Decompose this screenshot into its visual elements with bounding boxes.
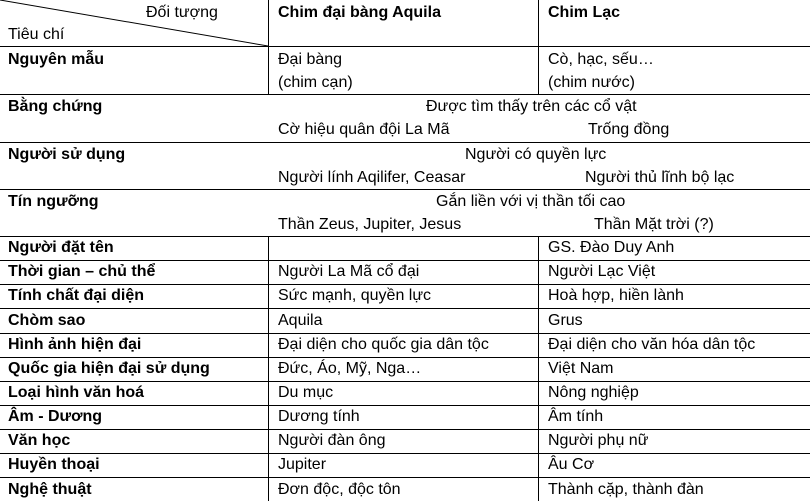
- header-col-chim-lac: Chim Lạc: [548, 4, 621, 21]
- row-divider: [0, 284, 810, 285]
- cell-chim-lac: Trống đồng: [588, 121, 670, 138]
- cell-aquila: Dương tính: [278, 408, 360, 425]
- cell-chim-lac: Nông nghiệp: [548, 384, 639, 401]
- row-divider: [0, 405, 810, 406]
- cell-chim-lac: Cò, hạc, sếu…: [548, 51, 654, 68]
- cell-aquila: Du mục: [278, 384, 334, 401]
- cell-aquila: Đại diện cho quốc gia dân tộc: [278, 336, 489, 353]
- cell-aquila: Cờ hiệu quân đội La Mã: [278, 121, 450, 138]
- row-label: Quốc gia hiện đại sử dụng: [8, 360, 210, 377]
- cell-aquila: Đơn độc, độc tôn: [278, 481, 401, 498]
- cell-chim-lac: GS. Đào Duy Anh: [548, 239, 675, 256]
- cell-shared: Được tìm thấy trên các cổ vật: [426, 98, 637, 115]
- row-label: Văn học: [8, 432, 71, 449]
- row-label: Bằng chứng: [8, 98, 103, 115]
- cell-chim-lac: Hoà hợp, hiền lành: [548, 287, 684, 304]
- header-col-aquila: Chim đại bàng Aquila: [278, 4, 441, 21]
- row-divider: [0, 308, 810, 309]
- col-divider: [538, 0, 539, 94]
- row-label: Tín ngưỡng: [8, 193, 99, 210]
- cell-chim-lac: Thần Mặt trời (?): [594, 216, 714, 233]
- header-criteria-label: Tiêu chí: [8, 26, 65, 43]
- row-label: Huyền thoại: [8, 456, 100, 473]
- row-label: Hình ảnh hiện đại: [8, 336, 142, 353]
- row-label: Tính chất đại diện: [8, 287, 145, 304]
- header-object-label: Đối tượng: [146, 4, 218, 21]
- row-divider: [0, 236, 810, 237]
- row-label: Nguyên mẫu: [8, 51, 105, 68]
- row-label: Thời gian – chủ thể: [8, 263, 156, 280]
- row-label: Chòm sao: [8, 312, 86, 329]
- cell-chim-lac: Grus: [548, 312, 583, 329]
- row-label: Người sử dụng: [8, 146, 126, 163]
- cell-aquila: Người lính Aqilifer, Ceasar: [278, 169, 466, 186]
- cell-chim-lac-note: (chim nước): [548, 74, 635, 91]
- cell-shared: Người có quyền lực: [465, 146, 607, 163]
- cell-aquila: Đức, Áo, Mỹ, Nga…: [278, 360, 422, 377]
- cell-aquila-note: (chim cạn): [278, 74, 353, 91]
- cell-chim-lac: Người thủ lĩnh bộ lạc: [585, 169, 735, 186]
- cell-aquila: Jupiter: [278, 456, 327, 473]
- cell-aquila: Sức mạnh, quyền lực: [278, 287, 432, 304]
- cell-chim-lac: Người phụ nữ: [548, 432, 649, 449]
- row-divider: [0, 260, 810, 261]
- row-divider: [0, 477, 810, 478]
- col-divider: [538, 236, 539, 501]
- row-divider: [0, 142, 810, 143]
- cell-chim-lac: Âm tính: [548, 408, 604, 425]
- row-label: Nghệ thuật: [8, 481, 92, 498]
- cell-shared: Gắn liền với vị thần tối cao: [436, 193, 626, 210]
- cell-chim-lac: Việt Nam: [548, 360, 614, 377]
- row-divider: [0, 333, 810, 334]
- row-divider: [0, 381, 810, 382]
- cell-chim-lac: Âu Cơ: [548, 456, 595, 473]
- row-divider: [0, 94, 810, 95]
- cell-chim-lac: Người Lạc Việt: [548, 263, 656, 280]
- cell-aquila: Thần Zeus, Jupiter, Jesus: [278, 216, 462, 233]
- cell-aquila: Người đàn ông: [278, 432, 386, 449]
- cell-chim-lac: Thành cặp, thành đàn: [548, 481, 704, 498]
- cell-chim-lac: Đại diện cho văn hóa dân tộc: [548, 336, 756, 353]
- row-label: Người đặt tên: [8, 239, 114, 256]
- row-label: Âm - Dương: [8, 408, 103, 425]
- cell-aquila: Aquila: [278, 312, 323, 329]
- row-divider: [0, 453, 810, 454]
- row-divider: [0, 429, 810, 430]
- row-label: Loại hình văn hoá: [8, 384, 145, 401]
- cell-aquila: Người La Mã cổ đại: [278, 263, 420, 280]
- row-divider: [0, 357, 810, 358]
- cell-aquila: Đại bàng: [278, 51, 343, 68]
- row-divider: [0, 189, 810, 190]
- col-divider: [268, 236, 269, 501]
